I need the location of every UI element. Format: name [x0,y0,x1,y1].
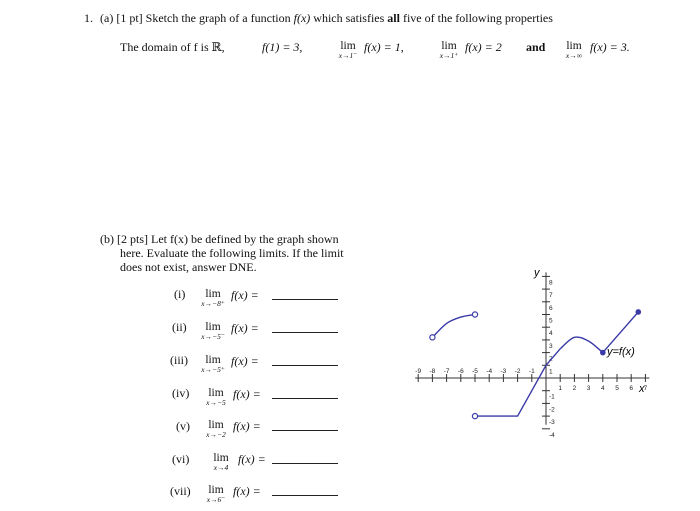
item-limit [208,452,234,472]
item-expr: f(x) = [231,354,259,368]
x-tick-label: -2 [514,368,521,375]
item-lim-sub: x→−5⁻ [201,332,225,341]
curve-label: y=f(x) [607,346,635,358]
item-lim-sub: x→−8⁺ [201,299,225,308]
item-expr: f(x) = [233,387,261,401]
y-tick-label: 2 [549,355,553,363]
item-lim-sub: x→6⁻ [206,495,226,504]
item-limit [203,387,229,407]
curve [430,309,641,419]
x-tick-label: -7 [443,368,450,375]
item-roman: (vi) [172,452,190,466]
closed-endpoint [636,309,642,315]
y-tick-label: 7 [549,292,553,300]
item-lim-sub: x→4 [213,463,229,472]
item-roman: (iv) [172,386,190,400]
item-roman: (ii) [172,320,187,334]
part-a-header [100,11,553,26]
and-word: and [526,40,546,54]
item-lim-word: lim [208,484,224,496]
cond3-limit [562,40,586,60]
answer-blank[interactable] [272,462,338,464]
item-expr: f(x) = [233,419,261,433]
x-tick-label: 3 [586,385,591,392]
item-lim-sub: x→−5⁺ [201,365,225,374]
part-a-fx: f(x) [293,11,311,25]
y-tick-label: 3 [549,342,553,350]
item-roman: (vii) [170,484,191,498]
cond3-expr: f(x) = 3. [590,40,630,54]
part-b-line3: does not exist, answer DNE. [120,260,257,274]
part-b-line2: here. Evaluate the following limits. If the limit [120,246,344,260]
curve-segment [560,337,603,353]
function-graph [400,238,665,448]
x-tick-label: -8 [429,368,436,375]
x-tick-label: -3 [500,368,507,375]
answer-blank[interactable] [272,429,338,431]
y-tick-label: -2 [549,406,555,414]
part-a-text-before: Sketch the graph of a function [145,11,291,25]
x-tick-label: 5 [615,385,619,392]
item-limit [200,321,226,341]
answer-blank[interactable] [272,397,338,399]
part-a-all: all [387,11,400,25]
item-roman: (iii) [170,353,188,367]
item-lim-word: lim [208,419,224,431]
x-tick-label: 6 [629,385,634,392]
answer-blank[interactable] [272,331,338,333]
y-tick-label: -1 [549,393,555,401]
cond2-lim-sub: x→1⁺ [439,51,459,60]
item-lim-sub: x→−5 [206,398,226,407]
answer-blank[interactable] [272,298,338,300]
item-lim-word: lim [205,321,221,333]
item-expr: f(x) = [233,484,261,498]
x-axis-label: x [639,383,645,395]
x-tick-label: 4 [600,385,605,392]
y-tick-label: 5 [549,317,553,325]
item-limit [200,288,226,308]
open-endpoint [472,312,477,317]
y-tick-label: 8 [549,279,553,287]
x-tick-label: 2 [572,385,577,392]
item-roman: (v) [176,419,190,433]
cond1-lim-word: lim [340,40,356,52]
x-tick-label: 7 [643,385,648,392]
item-roman: (i) [174,287,186,301]
item-limit [200,354,226,374]
item-lim-word: lim [205,288,221,300]
item-limit [203,419,229,439]
x-tick-label: -4 [486,368,493,375]
x-tick-label: -9 [415,368,422,375]
y-tick-label: 6 [549,304,553,312]
answer-blank[interactable] [272,494,338,496]
item-lim-word: lim [208,387,224,399]
cond2-limit [437,40,461,60]
part-b-line1: (b) [2 pts] Let f(x) be defined by the graph shown [100,232,339,246]
y-tick-label: 1 [549,368,553,376]
open-endpoint [430,335,435,340]
cond1-expr: f(x) = 1, [364,40,404,54]
item-expr: f(x) = [231,321,259,335]
y-tick-label: 4 [549,330,553,338]
cond2-lim-word: lim [441,40,457,52]
f1-statement: f(1) = 3, [262,40,303,54]
x-tick-label: -5 [472,368,478,375]
part-a-label: (a) [100,11,114,25]
y-tick-label: -3 [549,419,555,427]
curve-segment [475,349,563,416]
cond1-limit [336,40,360,60]
cond1-lim-sub: x→1⁻ [338,51,358,60]
item-lim-word: lim [213,452,229,464]
cond2-expr: f(x) = 2 [465,40,502,54]
item-lim-word: lim [205,354,221,366]
x-tick-label: -6 [457,368,464,375]
item-limit [203,484,229,504]
open-endpoint [472,414,477,419]
cond3-lim-word: lim [566,40,582,52]
cond3-lim-sub: x→∞ [565,51,583,60]
y-axis-label: y [534,267,540,279]
item-expr: f(x) = [238,452,266,466]
problem-number: 1. [84,11,93,25]
part-a-text-middle: which satisfies [313,11,385,25]
domain-statement: The domain of f is ℝ, [120,40,225,54]
answer-blank[interactable] [272,364,338,366]
curve-segment [432,315,475,338]
x-tick-label: -1 [528,368,535,375]
part-a-text-after: five of the following properties [402,11,553,25]
item-expr: f(x) = [231,288,259,302]
y-tick-label: -4 [549,431,555,439]
item-lim-sub: x→−2 [206,430,226,439]
part-a-points: [1 pt] [116,11,143,25]
x-tick-label: 1 [558,385,563,392]
